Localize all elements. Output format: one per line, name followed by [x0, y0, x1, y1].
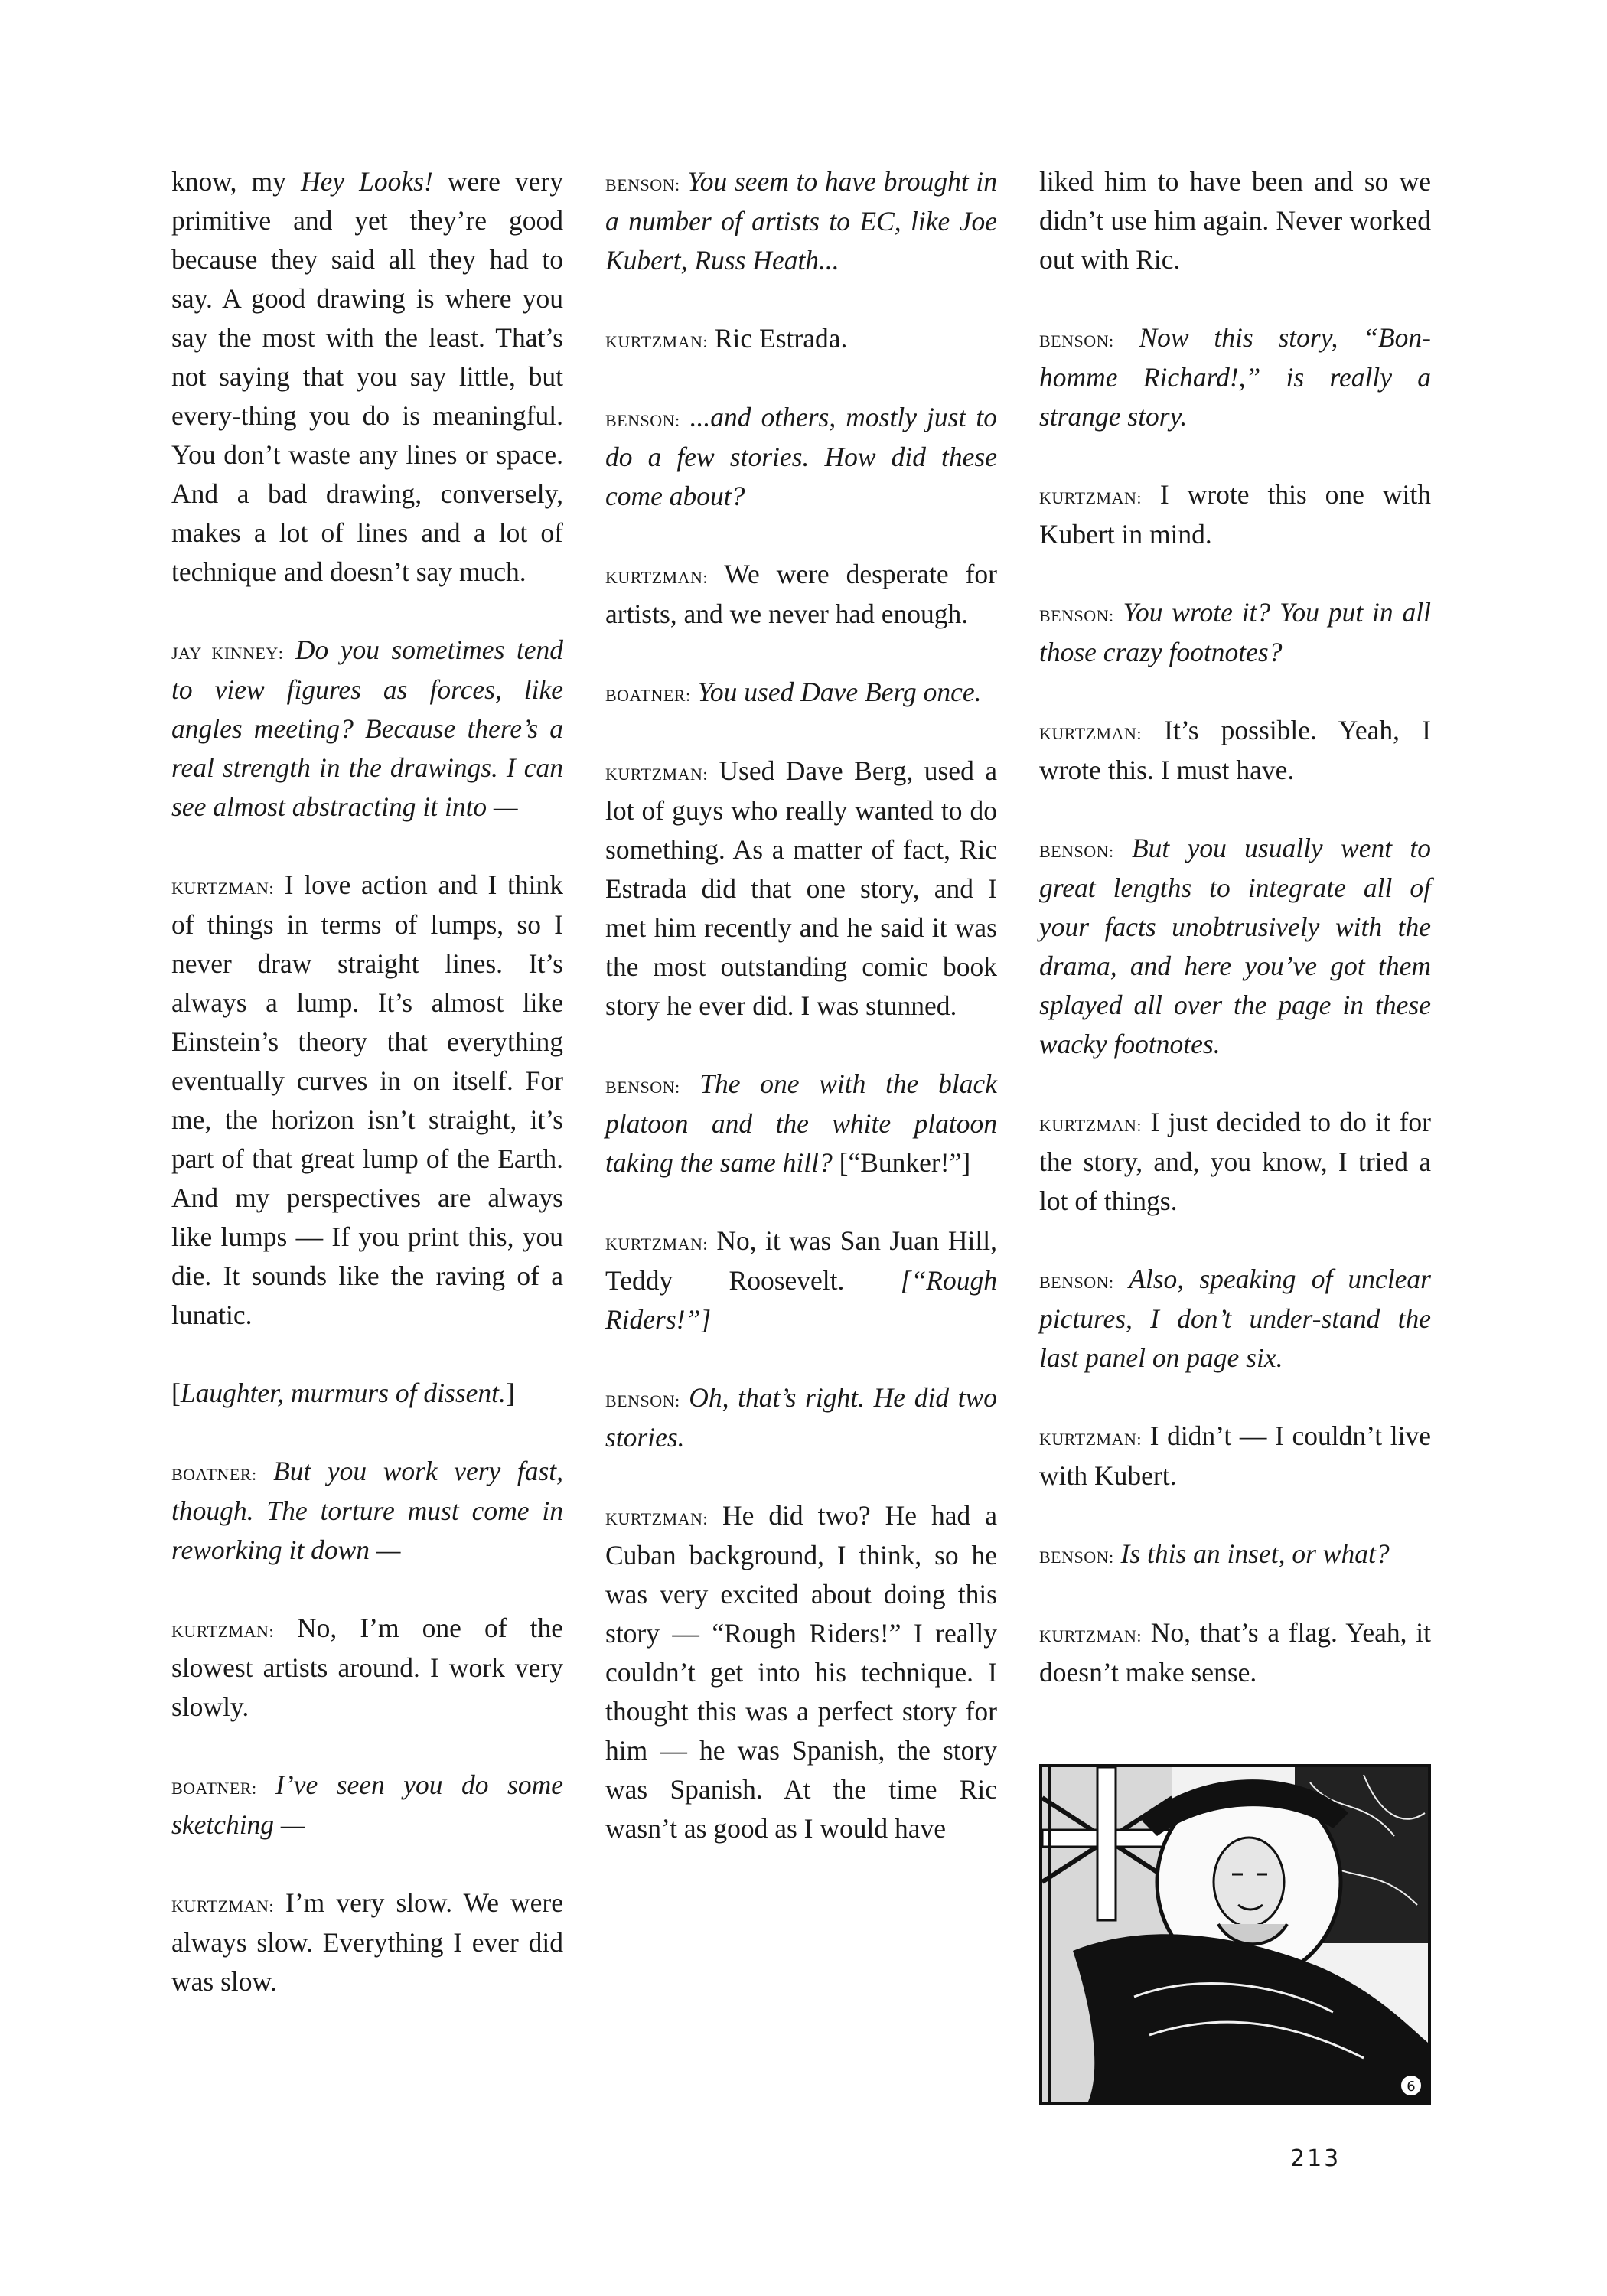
answer-text: No, that’s a flag. Yeah, it doesn’t make sense. [1039, 1617, 1431, 1688]
speaker-label: kurtzman: [171, 872, 274, 899]
speaker-label: kurtzman: [1039, 1424, 1142, 1450]
question-text: ...and others, mostly just to do a few stories. How did these come about? [605, 402, 997, 511]
paragraph [171, 1374, 563, 1413]
answer-text: know, my [171, 166, 301, 197]
answer-text: It’s possible. Yeah, I wrote this. I must have. [1039, 715, 1431, 785]
answer-text: I’m very slow. We were always slow. Everything I ever did was slow. [171, 1887, 563, 1997]
paragraph [1039, 711, 1431, 790]
question-text: Oh, that’s right. He did two stories. [605, 1382, 997, 1453]
answer-text: He did two? He had a Cuban background, I think, so he was very excited about doing this story — “Rough Riders!” I really couldn’t get into his technique. I thought this was a perfect story for him — he was Spanish, the story was Spanish. At the time Ric wasn’t as good as I would have [605, 1500, 997, 1844]
question-text: You seem to have brought in a number of artists to EC, like Joe Kubert, Russ Heath... [605, 166, 997, 276]
paragraph [1039, 829, 1431, 1064]
speaker-label: kurtzman: [171, 1890, 274, 1917]
speaker-label: boatner: [171, 1459, 257, 1486]
speaker-label: kurtzman: [171, 1616, 274, 1642]
speaker-label: benson: [1039, 1267, 1114, 1293]
paragraph [605, 1496, 997, 1848]
question-text: But you usually went to great lengths to integrate all of your facts unobtrusively with the drama, and here you’ve got them splayed all over the page in these wacky footnotes. [1039, 833, 1431, 1059]
paragraph [605, 398, 997, 516]
speaker-label: benson: [605, 1071, 680, 1098]
question-text: But you work very fast, though. The torture must come in reworking it down — [171, 1456, 563, 1565]
answer-text: I wrote this one with Kubert in mind. [1039, 479, 1431, 550]
paragraph [605, 673, 997, 713]
question-text: You wrote it? You put in all those crazy footnotes? [1039, 597, 1431, 667]
paragraph [1039, 1534, 1431, 1574]
speaker-label: benson: [1039, 836, 1114, 863]
paragraph [1039, 1103, 1431, 1221]
comic-panel-image [1042, 1767, 1428, 2102]
paragraph [171, 866, 563, 1335]
speaker-label: boatner: [605, 680, 691, 706]
speaker-label: benson: [1039, 600, 1114, 627]
answer-text: ] [505, 1378, 515, 1408]
speaker-label: kurtzman: [605, 1503, 708, 1530]
answer-text: No, I’m one of the slowest artists around. I work very slowly. [171, 1613, 563, 1722]
speaker-label: kurtzman: [605, 326, 708, 353]
paragraph [605, 319, 997, 359]
answer-text: Used Dave Berg, used a lot of guys who really wanted to do something. As a matter of fact, Ric Estrada did that one story, and I met him recently and he said it was the most outstanding comic book story he ever did. I was stunned. [605, 755, 997, 1021]
paragraph [605, 1065, 997, 1182]
speaker-label: kurtzman: [605, 758, 708, 785]
answer-text: Ric Estrada. [707, 323, 848, 354]
paragraph [605, 1221, 997, 1339]
question-text: [“Rough Riders!”] [605, 1265, 997, 1335]
speaker-label: kurtzman: [1039, 1620, 1142, 1647]
answer-text: I just decided to do it for the story, and, you know, I tried a lot of things. [1039, 1107, 1431, 1216]
answer-text: No, it was San Juan Hill, Teddy Roosevelt. [605, 1225, 997, 1296]
paragraph [1039, 318, 1431, 436]
text-column-1 [171, 162, 563, 2001]
paragraph [1039, 593, 1431, 672]
paragraph [605, 162, 997, 280]
question-text: The one with the black platoon and the white platoon taking the same hill? [605, 1068, 997, 1178]
paragraph [171, 162, 563, 592]
text-column-3 [1039, 162, 1431, 1692]
speaker-label: kurtzman: [1039, 482, 1142, 509]
answer-text: I didn’t — I couldn’t live with Kubert. [1039, 1420, 1431, 1491]
paragraph [171, 1766, 563, 1844]
speaker-label: kurtzman: [605, 1228, 708, 1255]
speaker-label: kurtzman: [1039, 1110, 1142, 1137]
answer-text: [ [171, 1378, 181, 1408]
paragraph [1039, 1260, 1431, 1378]
paragraph [1039, 475, 1431, 554]
answer-text: were very primitive and yet they’re good because they said all they had to say. A good drawing is where you say the most with the least. That’s not saying that you say little, but every-thing you do is meaningful. You don’t waste any lines or space. And a bad drawing, conversely, makes a lot of lines and a lot of technique and doesn’t say much. [171, 166, 563, 587]
speaker-label: benson: [1039, 1541, 1114, 1568]
paragraph [1039, 162, 1431, 279]
speaker-label: boatner: [171, 1773, 257, 1799]
panel-number: 6 [1407, 2079, 1416, 2095]
speaker-label: kurtzman: [605, 562, 708, 589]
answer-text: liked him to have been and so we didn’t use him again. Never worked out with Ric. [1039, 166, 1431, 275]
paragraph [1039, 1417, 1431, 1495]
question-text: I’ve seen you do some sketching — [171, 1769, 563, 1840]
speaker-label: benson: [1039, 325, 1114, 352]
paragraph [171, 631, 563, 827]
speaker-label: benson: [605, 1385, 680, 1412]
speaker-label: benson: [605, 405, 680, 432]
paragraph [605, 1378, 997, 1457]
question-text: You used Dave Berg once. [690, 677, 982, 707]
paragraph [171, 1609, 563, 1727]
question-text: Also, speaking of unclear pictures, I don’t under-stand the last panel on page six. [1039, 1264, 1431, 1373]
speaker-label: benson: [605, 169, 680, 196]
question-text: Do you sometimes tend to view figures as forces, like angles meeting? Because there’s a real strength in the drawings. I can see almost abstracting it into — [171, 634, 563, 822]
speaker-label: jay kinney: [171, 638, 284, 664]
answer-text: I love action and I think of things in terms of lumps, so I never draw straight lines. It’s always a lump. It’s almost like Einstein’s theory that everything eventually curves in on itself. For me, the horizon isn’t straight, it’s part of that great lump of the Earth. And my perspectives are always like lumps — If you print this, you die. It sounds like the raving of a lunatic. [171, 869, 563, 1330]
paragraph [605, 752, 997, 1026]
question-text: Is this an inset, or what? [1113, 1538, 1390, 1569]
text-column-2 [605, 162, 997, 1848]
comic-panel-illustration [1039, 1764, 1431, 2105]
paragraph [1039, 1613, 1431, 1692]
speaker-label: kurtzman: [1039, 718, 1142, 745]
answer-text: [“Bunker!”] [832, 1147, 971, 1178]
page-number: 213 [1290, 2145, 1341, 2172]
paragraph [605, 555, 997, 634]
answer-text: We were desperate for artists, and we never had enough. [605, 559, 997, 629]
paragraph [171, 1452, 563, 1570]
paragraph [171, 1883, 563, 2001]
question-text: Now this story, “Bon-homme Richard!,” is really a strange story. [1039, 322, 1431, 432]
question-text: Hey Looks! [300, 166, 433, 197]
question-text: Laughter, murmurs of dissent. [180, 1378, 506, 1408]
